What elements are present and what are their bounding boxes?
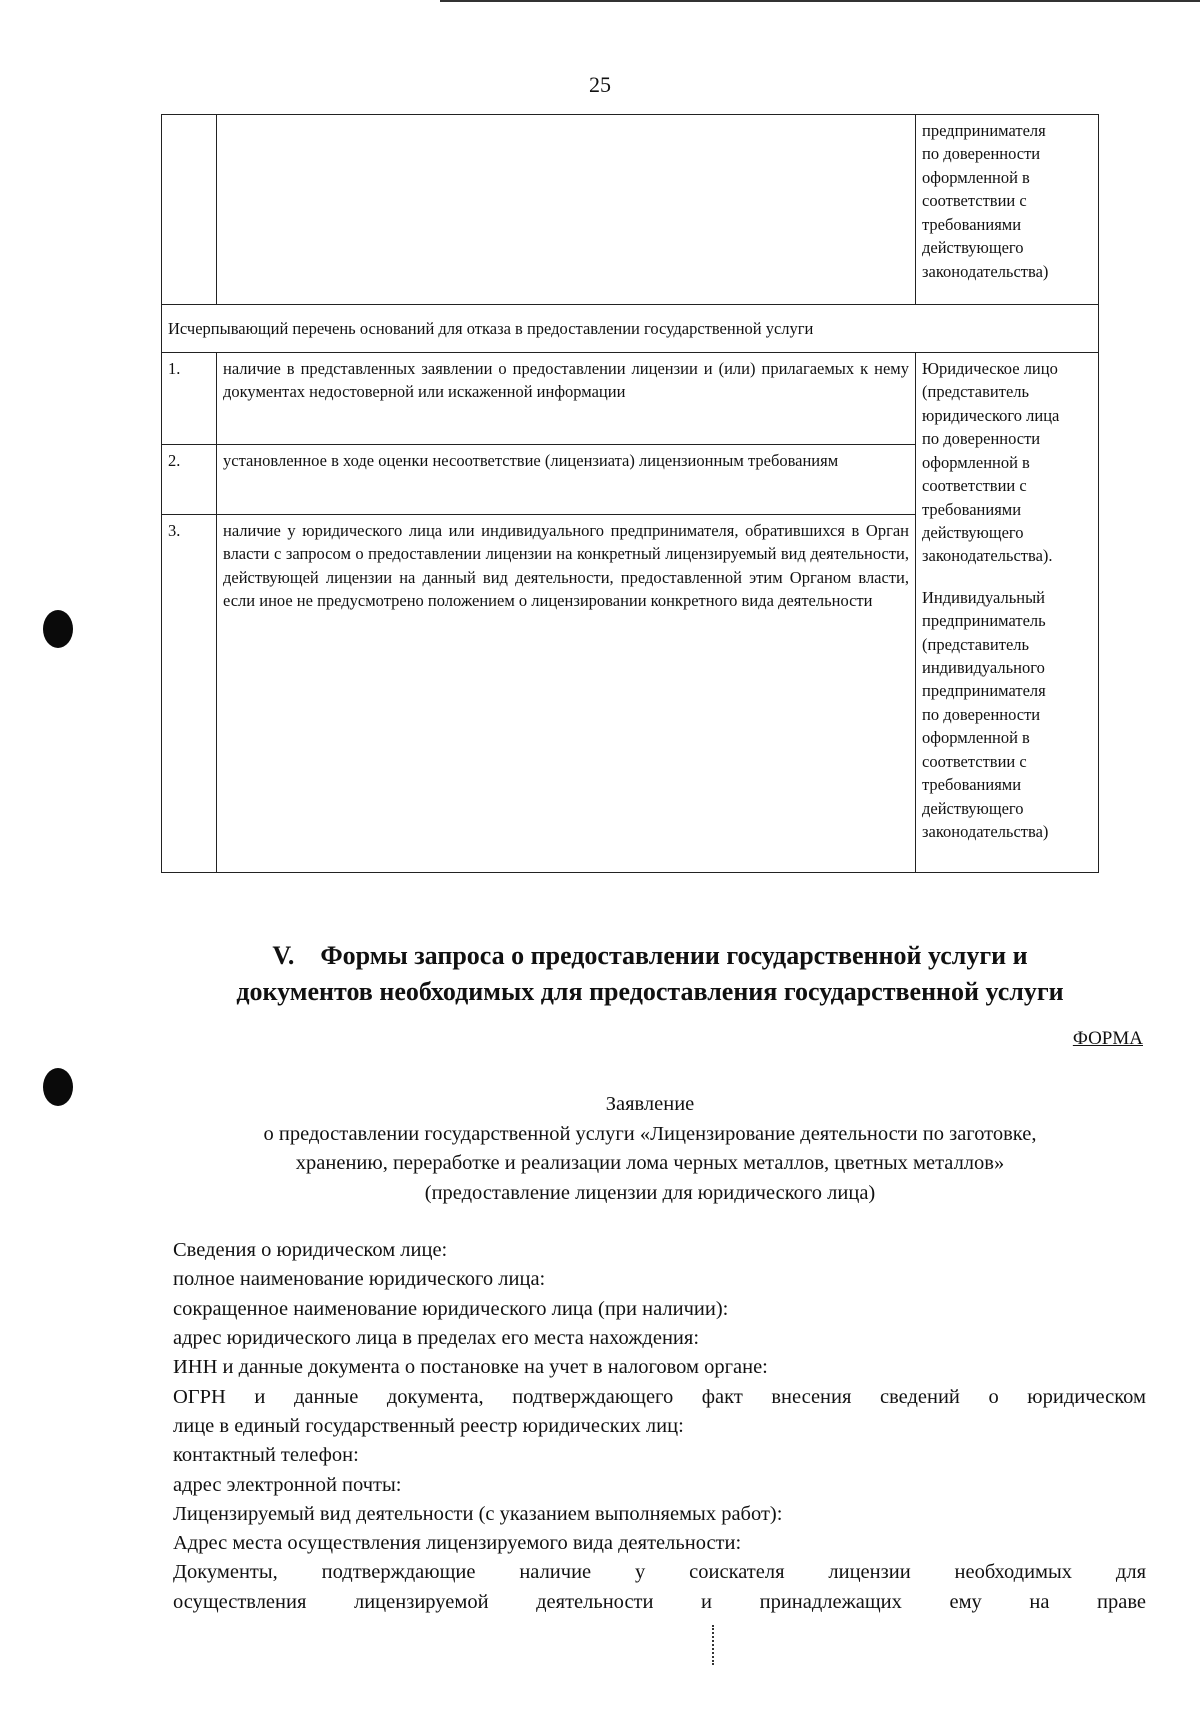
refusal-ground: наличие у юридического лица или индивидуального предпринимателя, обратившихся в Орган власти с запросом о предоставлении лицензии на конкретный лицензируемый вид деятельности, действующей лицензии на данный вид деятельности, предоставленной этим Органом власти, если иное не предусмотрено положением о лицензировании конкретного вида деятельности <box>217 515 916 873</box>
statement-title-block <box>150 1090 1150 1208</box>
field-line: ИНН и данные документа о постановке на учет в налоговом органе: <box>173 1356 768 1379</box>
scan-top-edge <box>440 0 1200 2</box>
section-title-line: документов необходимых для предоставления государственной услуги <box>236 976 1064 1006</box>
scan-artifact <box>712 1625 716 1665</box>
punch-hole-mark <box>43 1068 73 1106</box>
application-fields <box>173 1236 1146 1617</box>
statement-line: хранению, переработке и реализации лома черных металлов, цветных металлов» <box>295 1152 1005 1175</box>
table-row <box>162 353 1099 445</box>
table-cell <box>162 115 217 305</box>
field-line: Документы, подтверждающие наличие у соискателя лицензии необходимых для <box>173 1561 1146 1584</box>
table-section-heading: Исчерпывающий перечень оснований для отказа в предоставлении государственной услуги <box>162 305 1099 353</box>
row-number: 3. <box>162 515 217 873</box>
field-line: Лицензируемый вид деятельности (с указанием выполняемых работ): <box>173 1502 783 1525</box>
table-row <box>162 115 1099 305</box>
row-number: 2. <box>162 445 217 515</box>
table-row <box>162 305 1099 353</box>
applicant-cell: Юридическое лицо (представитель юридического лица по доверенности оформленной в соответствии с требованиями действующего законодательства). Индивидуальный предприниматель (представитель индивидуального предпринимателя по доверенности оформленной в соответствии с требованиями действующего законодательства) <box>916 353 1099 873</box>
refusal-ground: установленное в ходе оценки несоответствие (лицензиата) лицензионным требованиям <box>217 445 916 515</box>
field-line: Сведения о юридическом лице: <box>173 1239 448 1261</box>
statement-line: (предоставление лицензии для юридического лица) <box>424 1181 876 1204</box>
grounds-table <box>161 114 1099 873</box>
field-line: лице в единый государственный реестр юридических лиц: <box>173 1414 684 1437</box>
punch-hole-mark <box>43 610 73 648</box>
field-line: полное наименование юридического лица: <box>173 1268 546 1291</box>
page-number: 25 <box>589 72 611 97</box>
table-cell <box>217 115 916 305</box>
statement-line: о предоставлении государственной услуги «Лицензирование деятельности по заготовке, <box>263 1122 1037 1145</box>
refusal-ground: наличие в представленных заявлении о предоставлении лицензии и (или) прилагаемых к нему документах недостоверной или искаженной информации <box>217 353 916 445</box>
applicant-continuation-cell: предпринимателя по доверенности оформленной в соответствии с требованиями действующего законодательства) <box>916 115 1099 305</box>
section-title-line: V. Формы запроса о предоставлении государственной услуги и <box>272 941 1028 970</box>
section-title <box>150 938 1150 1010</box>
field-line: ОГРН и данные документа, подтверждающего факт внесения сведений о юридическом <box>173 1385 1146 1408</box>
row-number: 1. <box>162 353 217 445</box>
field-line: контактный телефон: <box>173 1444 359 1467</box>
field-line: Адрес места осуществления лицензируемого вида деятельности: <box>173 1532 742 1555</box>
statement-title: Заявление <box>605 1093 695 1115</box>
field-line: осуществления лицензируемой деятельности и принадлежащих ему на праве <box>173 1590 1146 1613</box>
field-line: адрес юридического лица в пределах его места нахождения: <box>173 1326 700 1349</box>
field-line: адрес электронной почты: <box>173 1473 402 1496</box>
field-line: сокращенное наименование юридического лица (при наличии): <box>173 1297 729 1320</box>
form-label: ФОРМА <box>1072 1028 1143 1049</box>
